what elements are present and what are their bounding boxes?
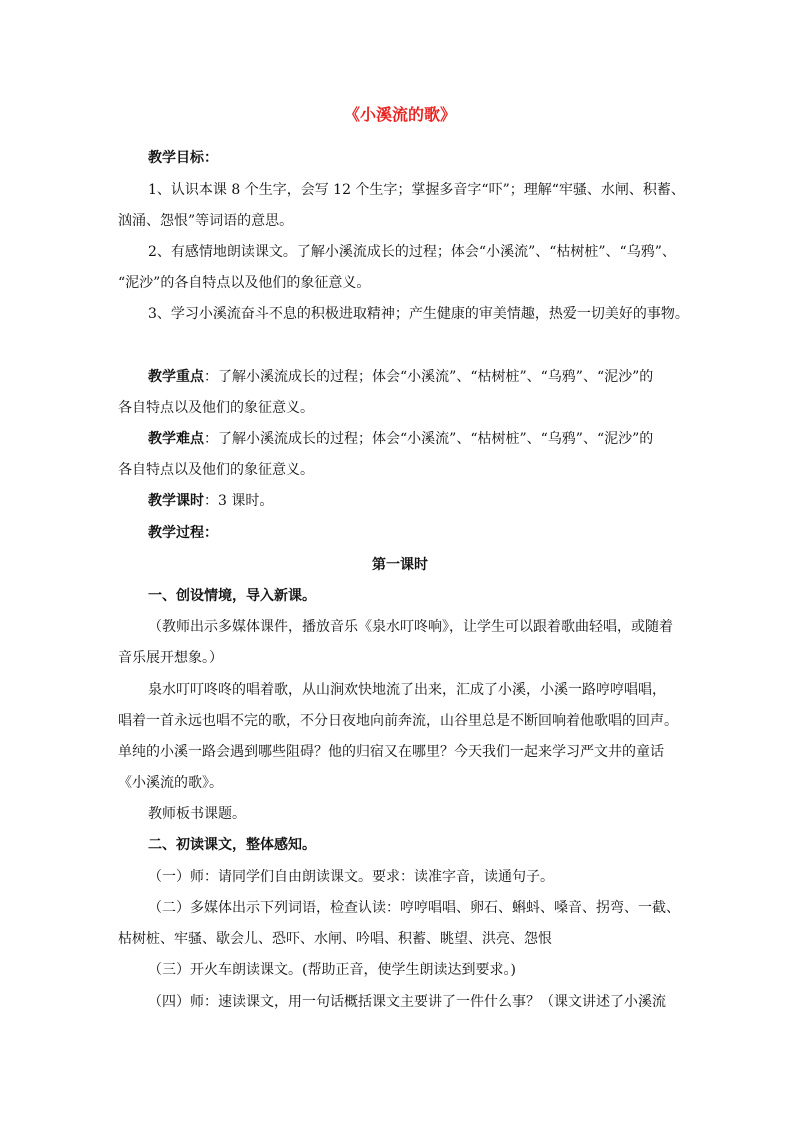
section-1-board: 教师板书课题。 [148, 806, 246, 822]
key-points-line-2: 各自特点以及他们的象征意义。 [118, 400, 314, 416]
section-2-step-2-line-1: （二）多媒体出示下列词语，检查认读：哼哼唱唱、卵石、蝌蚪、嗓音、拐弯、一截、 [148, 900, 680, 916]
section-1-para-line-3: 单纯的小溪一路会遇到哪些阻碍？他的归宿又在哪里？今天我们一起来学习严文井的童话 [118, 744, 664, 760]
process-heading: 教学过程： [148, 525, 218, 541]
difficulties-text: ：了解小溪流成长的过程；体会“小溪流”、“枯树桩”、“乌鸦”、“泥沙”的 [204, 431, 654, 447]
difficulties-line-1 [148, 429, 728, 449]
key-points-text: ：了解小溪流成长的过程；体会“小溪流”、“枯树桩”、“乌鸦”、“泥沙”的 [204, 369, 654, 385]
section-1-para-line-1: 泉水叮叮咚咚的唱着歌，从山涧欢快地流了出来，汇成了小溪，小溪一路哼哼唱唱， [148, 682, 666, 698]
section-2-step-3: （三）开火车朗读课文。(帮助正音，使学生朗读达到要求。) [148, 962, 516, 978]
objective-1-line-2: 汹涌、怨恨”等词语的意思。 [118, 213, 294, 229]
hours-label: 教学课时 [148, 493, 204, 509]
key-points-label: 教学重点 [148, 369, 204, 385]
difficulties-line-2: 各自特点以及他们的象征意义。 [118, 462, 314, 478]
section-2-step-4: （四）师：速读课文，用一句话概括课文主要讲了一件什么事？（课文讲述了小溪流 [148, 994, 666, 1010]
section-1-para-line-2: 唱着一首永远也唱不完的歌，不分日夜地向前奔流，山谷里总是不断回响着他歌唱的回声。 [118, 713, 678, 729]
section-1-note-line-2: 音乐展开想象。） [118, 650, 223, 666]
objective-1-line-1: 1、认识本课 8 个生字，会写 12 个生字；掌握多音字“吓”；理解“牢骚、水闸、积蓄、 [148, 182, 685, 198]
section-2-step-1: （一）师：请同学们自由朗读课文。要求：读准字音，读通句子。 [148, 869, 554, 885]
document-title: 《小溪流的歌》 [343, 105, 456, 124]
hours-text: ：3 课时。 [204, 493, 274, 509]
lesson-1-heading: 第一课时 [372, 557, 428, 573]
difficulties-label: 教学难点 [148, 431, 204, 447]
section-1-note-line-1: （教师出示多媒体课件，播放音乐《泉水叮咚响》，让学生可以跟着歌曲轻唱，或随着 [148, 619, 673, 635]
objectives-heading: 教学目标： [148, 150, 218, 166]
section-1-heading: 一、创设情境，导入新课。 [148, 588, 316, 604]
section-2-step-2-line-2: 枯树桩、牢骚、歇会儿、恐吓、水闸、吟唱、积蓄、眺望、洪亮、怨恨 [118, 931, 552, 947]
section-1-para-line-4: 《小溪流的歌》。 [118, 775, 223, 791]
objective-2-line-2: “泥沙”的各自特点以及他们的象征意义。 [118, 275, 371, 291]
objective-2-line-1: 2、有感情地朗读课文。了解小溪流成长的过程；体会“小溪流”、“枯树桩”、“乌鸦”、 [148, 244, 676, 260]
objective-3: 3、学习小溪流奋斗不息的积极进取精神；产生健康的审美情趣，热爱一切美好的事物。 [148, 306, 689, 322]
key-points-line-1 [148, 367, 728, 387]
section-2-heading: 二、初读课文，整体感知。 [148, 837, 316, 853]
hours-line [148, 491, 728, 511]
